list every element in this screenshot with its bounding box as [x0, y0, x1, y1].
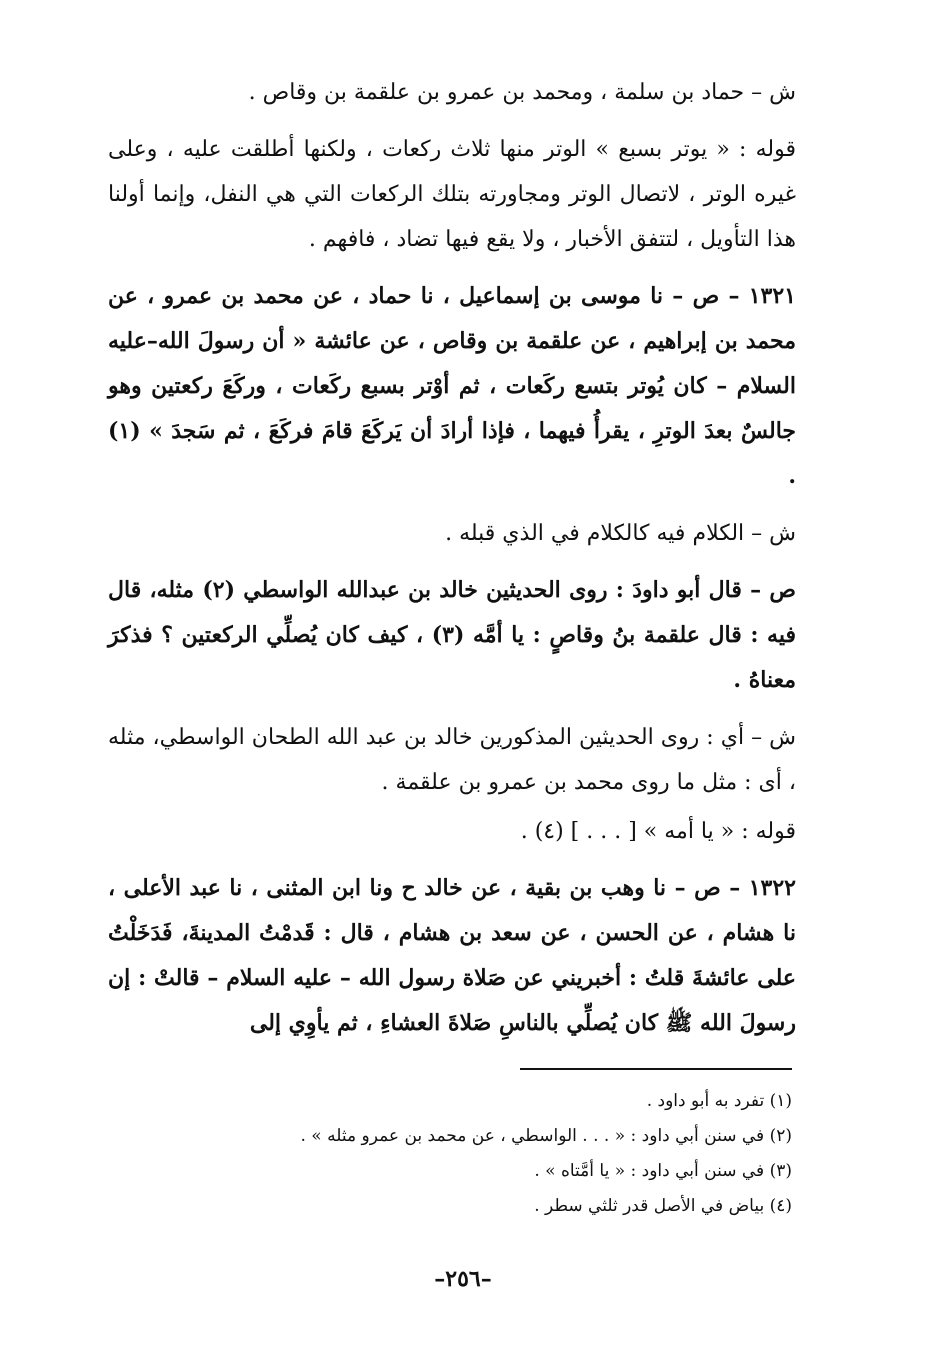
hadith-1321: ١٣٢١ – ص – نا موسى بن إسماعيل ، نا حماد ، عن محمد بن عمرو ، عن محمد بن إبراهيم ، عن علقمة بن وقاص ، عن عائشة « أن رسولَ الله–عليه السلام – كان يُوتر بتسع ركَعات ، ثم أوْتر بسبع ركَعات ، وركَعَ ركعتين وهو جالسٌ بعدَ الوترِ ، يقرأُ فيهما ، فإذا أرادَ أن يَركَعَ قامَ فركَعَ ، ثم سَجدَ » (١) .	[108, 283, 797, 489]
commentary-paragraph-5: قوله : « يا أمه » [ . . . ] (٤) .	[520, 819, 796, 844]
abu-dawud-note: ص – قال أبو داودَ : روى الحديثين خالد بن عبدالله الواسطي (٢) مثله، قال فيه : قال علقمة بنُ وقاصٍ : يا أمَّه (٣) ، كيف كان يُصلِّي الركعتين ؟ فذكرَ معناهُ .	[108, 577, 796, 693]
commentary-paragraph-4: ش – أي : روى الحديثين المذكورين خالد بن عبد الله الطحان الواسطي، مثله ، أى : مثل ما روى محمد بن عمرو بن علقمة .	[108, 725, 796, 795]
footnote-2: (٢) في سنن أبي داود : « . . . الواسطي ، عن محمد بن عمرو مثله » .	[300, 1126, 792, 1146]
footnotes	[132, 1084, 792, 1224]
hadith-1322: ١٣٢٢ – ص – نا وهب بن بقية ، عن خالد ح ونا ابن المثنى ، نا عبد الأعلى ، نا هشام ، عن الحسن ، عن سعد بن هشام ، قال : قَدمْتُ المدينةَ، فَدَخَلْتُ على عائشةَ قلتُ : أخبريني عن صَلاة رسول الله – عليه السلام – قالتْ : إن رسولَ الله ﷺ كان يُصلِّي بالناسِ صَلاةَ العشاءِ ، ثم يأوِي إلى	[108, 875, 796, 1036]
commentary-paragraph-2: قوله : « يوتر بسبع » الوتر منها ثلاث ركعات ، ولكنها أطلقت عليه ، وعلى غيره الوتر ، لاتصال الوتر ومجاورته بتلك الركعات التي هي النفل، وإنما أولنا هذا التأويل ، لتتفق الأخبار ، ولا يقع فيها تضاد ، فافهم .	[108, 137, 796, 252]
commentary-paragraph-3: ش – الكلام فيه كالكلام في الذي قبله .	[445, 521, 796, 546]
footnote-3: (٣) في سنن أبي داود : « يا أمَّتاه » .	[534, 1161, 792, 1181]
commentary-paragraph-1: ش – حماد بن سلمة ، ومحمد بن عمرو بن علقمة بن وقاص .	[248, 80, 796, 105]
page-number: –٢٥٦–	[434, 1266, 492, 1292]
page-body	[108, 70, 796, 1058]
footnote-1: (١) تفرد به أبو داود .	[646, 1091, 792, 1111]
footnote-separator	[520, 1068, 792, 1070]
footnote-4: (٤) بياض في الأصل قدر ثلثي سطر .	[534, 1196, 792, 1216]
